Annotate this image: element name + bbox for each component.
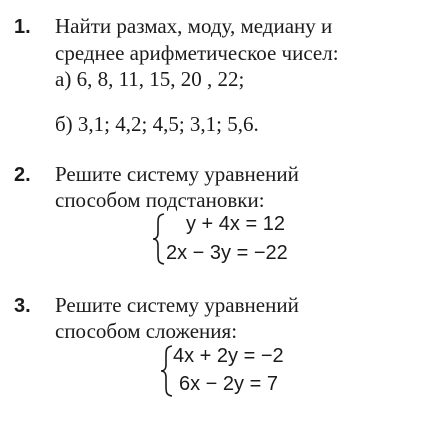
task-3-number: 3.	[14, 295, 31, 317]
task-2-text-line-2: способом подстановки:	[55, 188, 265, 212]
task-1-part-b: б) 3,1; 4,2; 4,5; 3,1; 5,6.	[55, 112, 259, 136]
task-1-text-line-1: Найти размах, моду, медиану и	[55, 14, 333, 38]
system-3-equation-1: 4x + 2y = −2	[173, 345, 284, 367]
task-3-text-line-1: Решите систему уравнений	[55, 293, 299, 317]
task-2-text-line-1: Решите систему уравнений	[55, 162, 299, 186]
task-3-text-line-2: способом сложения:	[55, 319, 238, 343]
system-3-equation-2: 6x − 2y = 7	[179, 373, 278, 395]
task-1-part-a: а) 6, 8, 11, 15, 20 , 22;	[55, 67, 245, 91]
system-2-equation-2: 2x − 3y = −22	[166, 242, 288, 264]
left-brace-icon	[160, 344, 174, 398]
left-brace-icon	[152, 212, 166, 266]
system-2-equation-1: y + 4x = 12	[186, 213, 285, 235]
task-2-number: 2.	[14, 164, 31, 186]
task-1-number: 1.	[14, 16, 31, 38]
task-1-text-line-2: среднее арифметическое чисел:	[55, 41, 339, 65]
